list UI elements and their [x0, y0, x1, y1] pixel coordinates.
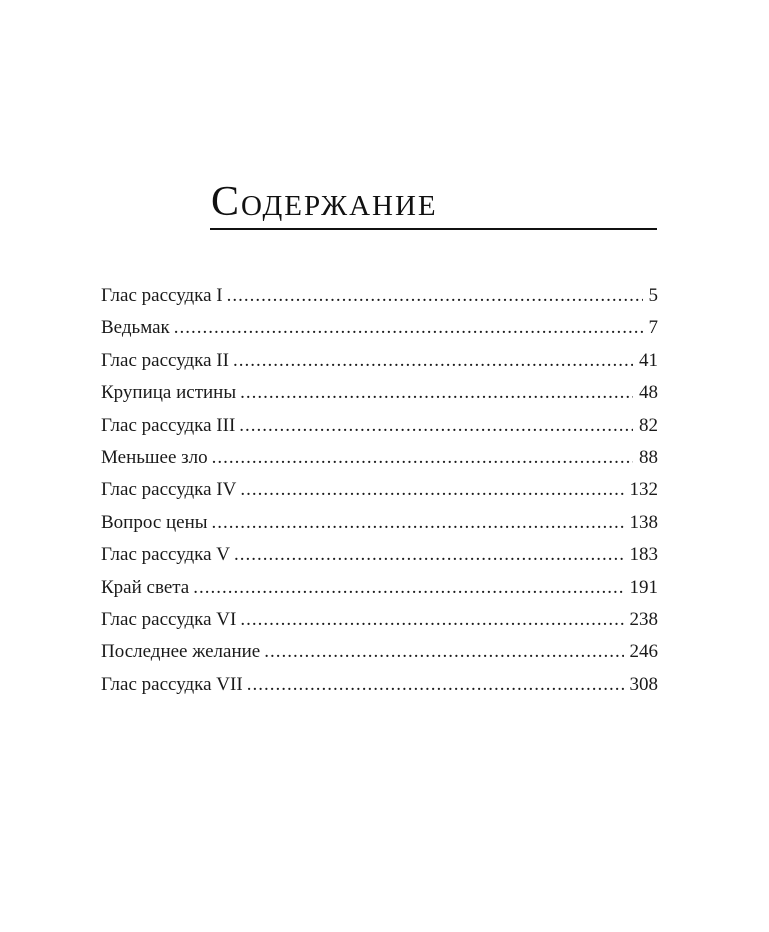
toc-entry-title: Меньшее зло: [101, 446, 208, 468]
toc-entry-page: 246: [629, 641, 658, 663]
toc-entry-page: 191: [629, 576, 658, 598]
dot-leader: [247, 669, 624, 701]
toc-entry-page: 88: [639, 446, 658, 468]
dot-leader: [193, 572, 623, 604]
dot-leader: [239, 410, 633, 442]
toc-entry-title: Глас рассудка III: [101, 414, 236, 436]
toc-entry-title: Глас рассудка V: [101, 544, 231, 566]
toc-entry: [101, 669, 658, 701]
toc-entry-page: 41: [639, 349, 658, 371]
dot-leader: [240, 474, 623, 506]
toc-entry: [101, 474, 658, 506]
toc-entry-title: Крупица истины: [101, 382, 237, 404]
toc-entry: [101, 636, 658, 668]
toc-entry-title: Глас рассудка II: [101, 349, 229, 371]
dot-leader: [240, 604, 623, 636]
toc-entry-title: Край света: [101, 576, 190, 598]
toc-entry-title: Ведьмак: [101, 317, 170, 339]
toc-entry: [101, 572, 658, 604]
dot-leader: [174, 312, 643, 344]
page-title: Содержание: [211, 179, 438, 225]
toc-entry: [101, 280, 658, 312]
dot-leader: [264, 636, 623, 668]
toc-entry-title: Глас рассудка VII: [101, 673, 243, 695]
toc-entry: [101, 442, 658, 474]
dot-leader: [212, 507, 624, 539]
toc-entry: [101, 377, 658, 409]
title-underline: [210, 228, 657, 230]
toc-entry: [101, 345, 658, 377]
toc-entry-page: 138: [629, 511, 658, 533]
toc-entry-page: 48: [639, 382, 658, 404]
toc-entry-title: Последнее желание: [101, 641, 261, 663]
toc-entry-title: Глас рассудка I: [101, 285, 223, 306]
dot-leader: [234, 539, 623, 571]
toc-entry-page: 183: [629, 544, 658, 566]
toc-entry: [101, 507, 658, 539]
toc-entry: [101, 410, 658, 442]
toc-entry: [101, 539, 658, 571]
toc-entry: [101, 604, 658, 636]
toc-entry-page: 7: [648, 317, 658, 339]
toc-entry-title: Глас рассудка IV: [101, 479, 237, 501]
toc-entry: [101, 312, 658, 344]
toc-entry-title: Глас рассудка VI: [101, 608, 237, 630]
table-of-contents: [101, 280, 658, 701]
dot-leader: [212, 442, 633, 474]
dot-leader: [240, 377, 633, 409]
toc-entry-page: 238: [629, 608, 658, 630]
toc-entry-page: 132: [629, 479, 658, 501]
toc-entry-page: 308: [629, 673, 658, 695]
dot-leader: [227, 280, 643, 312]
toc-entry-title: Вопрос цены: [101, 511, 208, 533]
dot-leader: [233, 345, 633, 377]
toc-entry-page: 82: [639, 414, 658, 436]
toc-entry-page: 5: [648, 285, 658, 306]
